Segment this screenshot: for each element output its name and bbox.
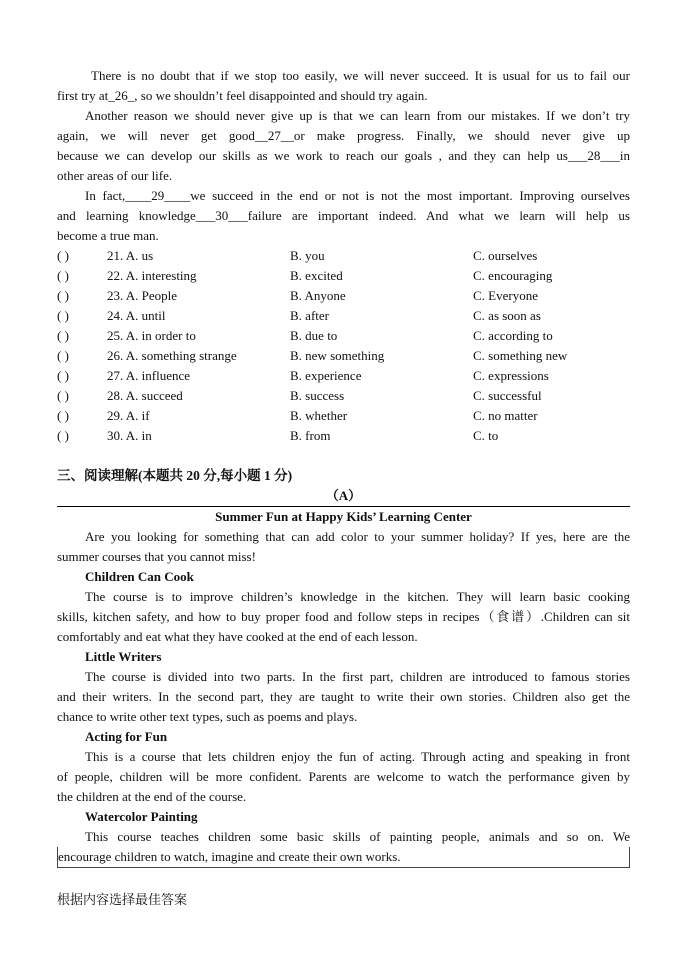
option-b: B. after [290, 308, 329, 323]
option-c: C. something new [473, 348, 568, 363]
answer-blank: ( ) [57, 368, 69, 383]
course-name: Little Writers [85, 649, 162, 664]
option-a: 27. A. influence [107, 368, 191, 383]
option-b: B. excited [290, 268, 343, 283]
course-line: chance to write other text types, such as poems and plays. [57, 709, 358, 724]
option-a: 28. A. succeed [107, 388, 183, 403]
passage-title: Summer Fun at Happy Kids’ Learning Center [215, 509, 472, 524]
passage-line: Another reason we should never give up is that we can learn from our mistakes. If we don’t try [85, 108, 630, 123]
option-a: 24. A. until [107, 308, 166, 323]
option-b: B. you [290, 248, 325, 263]
courses [57, 567, 630, 868]
answer-blank: ( ) [57, 328, 69, 343]
cloze-options [57, 246, 630, 446]
option-row [57, 246, 630, 266]
option-b: B. new something [290, 348, 385, 363]
option-c: C. no matter [473, 408, 538, 423]
option-c: C. successful [473, 388, 542, 403]
option-a: 23. A. People [107, 288, 178, 303]
answer-blank: ( ) [57, 348, 69, 363]
option-c: C. to [473, 428, 499, 443]
passage-line: In fact,____29____we succeed in the end or not is not the most important. Improving ourselves [85, 188, 630, 203]
option-a: 30. A. in [107, 428, 152, 443]
option-c: C. as soon as [473, 308, 541, 323]
passage-line: and learning knowledge___30___failure are important indeed. And what we learn will help us [57, 208, 630, 223]
course-line: of people, children will be more confident. Parents are welcome to watch the performance given by [57, 769, 630, 784]
intro-line: summer courses that you cannot miss! [57, 549, 256, 564]
option-row [57, 406, 630, 426]
option-a: 21. A. us [107, 248, 154, 263]
option-a: 26. A. something strange [107, 348, 237, 363]
passage-line: first try at_26_, so we shouldn’t feel disappointed and should try again. [57, 88, 428, 103]
option-a: 29. A. if [107, 408, 150, 423]
answer-blank: ( ) [57, 308, 69, 323]
passage-line: become a true man. [57, 228, 159, 243]
option-b: B. success [290, 388, 345, 403]
answer-blank: ( ) [57, 388, 69, 403]
option-c: C. encouraging [473, 268, 553, 283]
option-row [57, 266, 630, 286]
course-name: Acting for Fun [85, 729, 168, 744]
part-label: （A） [325, 488, 362, 503]
course-line: skills, kitchen safety, and how to buy proper food and follow steps in recipes（食谱）.Children can sit [57, 609, 630, 624]
option-c: C. ourselves [473, 248, 538, 263]
passage-line: There is no doubt that if we stop too easily, we will never succeed. It is usual for us to fail our [91, 68, 630, 83]
option-b: B. experience [290, 368, 362, 383]
option-row [57, 306, 630, 326]
option-row [57, 326, 630, 346]
answer-blank: ( ) [57, 288, 69, 303]
passage-line: other areas of our life. [57, 168, 173, 183]
option-a: 25. A. in order to [107, 328, 196, 343]
option-c: C. according to [473, 328, 553, 343]
course-name: Watercolor Painting [85, 809, 198, 824]
option-b: B. Anyone [290, 288, 346, 303]
course-line: encourage children to watch, imagine and create their own works. [57, 847, 630, 868]
answer-blank: ( ) [57, 248, 69, 263]
course-line: This course teaches children some basic skills of painting people, animals and so on. We [85, 829, 630, 844]
course-line: This is a course that lets children enjoy the fun of acting. Through acting and speaking in front [85, 749, 630, 764]
option-b: B. due to [290, 328, 338, 343]
instruction: 根据内容选择最佳答案 [57, 892, 188, 907]
course-line: The course is to improve children’s knowledge in the kitchen. They will learn basic cooking [85, 589, 630, 604]
passage-line: again, we will never get good__27__or make progress. Finally, we should never give up [57, 128, 630, 143]
option-row [57, 286, 630, 306]
option-row [57, 426, 630, 446]
course-name: Children Can Cook [85, 569, 194, 584]
option-row [57, 346, 630, 366]
option-b: B. whether [290, 408, 348, 423]
answer-blank: ( ) [57, 268, 69, 283]
option-a: 22. A. interesting [107, 268, 197, 283]
option-row [57, 366, 630, 386]
course-line: The course is divided into two parts. In the first part, children are introduced to famous stories [85, 669, 630, 684]
passage-line: because we can develop our skills as we work to reach our goals , and they can help us___28___in [57, 148, 630, 163]
section-heading: 三、阅读理解(本题共 20 分,每小题 1 分) [57, 468, 293, 483]
course-line: the children at the end of the course. [57, 789, 247, 804]
option-c: C. expressions [473, 368, 549, 383]
answer-blank: ( ) [57, 408, 69, 423]
course-line: comfortably and eat what they have cooked at the end of each lesson. [57, 629, 418, 644]
option-row [57, 386, 630, 406]
course-line: and their writers. In the second part, they are taught to write their own stories. Children also get the [57, 689, 630, 704]
document-page [57, 66, 630, 910]
answer-blank: ( ) [57, 428, 69, 443]
intro-line: Are you looking for something that can add color to your summer holiday? If yes, here are the [85, 529, 630, 544]
option-b: B. from [290, 428, 331, 443]
cloze-passage [57, 66, 630, 246]
option-c: C. Everyone [473, 288, 538, 303]
